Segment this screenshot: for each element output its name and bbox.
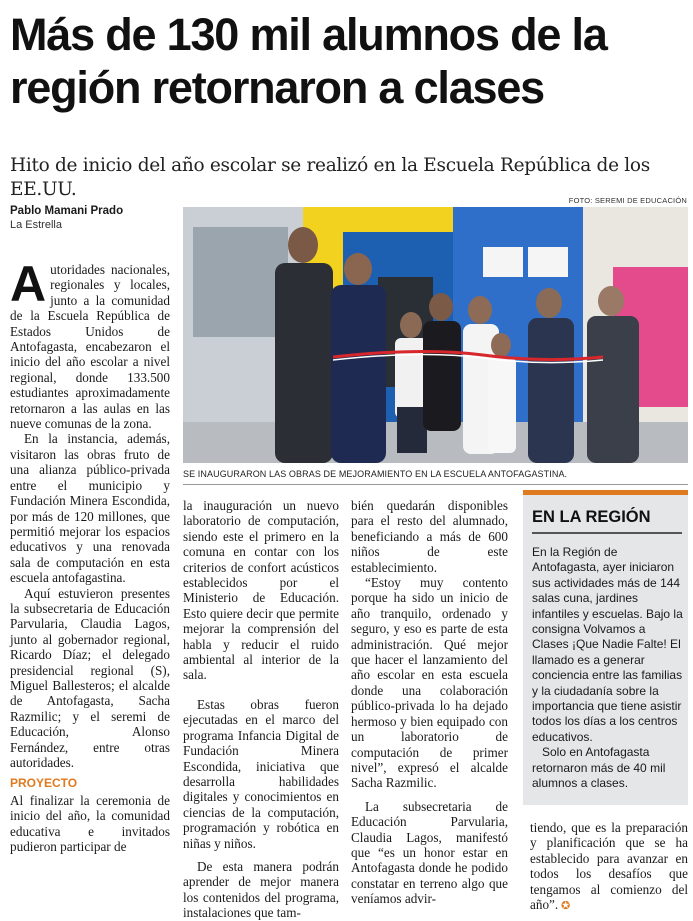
paragraph: la inauguración un nuevo laboratorio de computación, siendo este el primero en la comuna en contar con los criterios de confort acústicos establecidos por el Ministerio de Educación. Esto quiere decir que permite mejorar la comprensión del habla y reducir el ruido ambiental al interior de la sala.: [183, 498, 339, 683]
sidebar-body: [532, 545, 684, 792]
sun-icon: ✪: [558, 900, 571, 913]
paragraph: Al finalizar la ceremonia de inicio del año, la comunidad educativa e invitados pudieron participar de: [10, 792, 170, 855]
sidebar-title: EN LA REGIÓN: [532, 508, 651, 526]
closing-text: tiendo, que es la preparación y planificación que se ha establecido para avanzar en todos los desafíos que tengamos al comienzo del año”.: [530, 820, 688, 913]
subheadline: Hito de inicio del año escolar se realizó en la Escuela República de los EE.UU.: [10, 155, 650, 200]
paragraph: bién quedarán disponibles para el resto del alumnado, beneficiando a más de 600 niños de este establecimiento.: [351, 498, 508, 575]
article-column-4: [530, 820, 688, 914]
drop-cap: A: [10, 256, 47, 312]
publication-name: La Estrella: [10, 219, 62, 231]
sidebar-paragraph: Solo en Antofagasta retornaron más de 40 mil alumnos a clases.: [532, 745, 666, 791]
article-column-2: [183, 498, 339, 921]
paragraph: Aquí estuvieron presentes la subsecretaria de Educación Parvularia, Claudia Lagos, junto al gobernador regional, Ricardo Díaz; el delegado presidencial regional (S), Miguel Ballesteros; el alcalde de Antofagasta, Sacha Razmilic; y el seremi de Educación, Alonso Fernández, entre otras autoridades.: [10, 585, 170, 770]
lead-text: utoridades nacionales, regionales y locales, junto a la comunidad de la Escuela República de Estados Unidos de Antofagasta, encabezaron el inicio del año escolar a nivel regional, donde 133.500 estudiantes aproximadamente retornaron a las aulas en las nueve comunas de la zona.: [10, 262, 170, 432]
article-column-1: [10, 256, 170, 855]
caption-divider: [183, 484, 688, 485]
closing-paragraph: [530, 820, 688, 914]
paragraph: En la instancia, además, visitaron las obras fruto de una alianza público-privada entre el municipio y Fundación Minera Escondida, por más de 120 millones, que permitió mejorar los espacios educativos y una renovada sala de computación en esta escuela antofagastina.: [10, 431, 170, 586]
sidebar-divider: [532, 532, 682, 534]
paragraph: Estas obras fueron ejecutadas en el marco del programa Infancia Digital de Fundación Minera Escondida, iniciativa que desarrolla habilidades digitales y conocimientos en ciencias de la computación, programación y robótica en niñas y niños.: [183, 696, 339, 851]
paragraph: De esta manera podrán aprender de mejor manera los contenidos del programa, instalaciones que tam-: [183, 858, 339, 921]
photo-credit: FOTO: SEREMI DE EDUCACIÓN: [568, 196, 687, 205]
sidebar-paragraph: En la Región de Antofagasta, ayer iniciaron sus actividades más de 144 salas cuna, jardines infantiles y escuelas. Bajo la consigna Volvamos a Clases ¡Que Nadie Falte! El llamado es a generar conciencia entre las familias y la ciudadanía sobre la importancia que tiene asistir todos los días a los centros educativos.: [532, 545, 683, 744]
ceremony-photo: [183, 207, 688, 463]
section-label: PROYECTO: [10, 776, 78, 791]
headline: Más de 130 mil alumnos de la región retornaron a clases: [10, 9, 607, 113]
lead-paragraph: [10, 256, 170, 432]
photo-caption: SE INAUGURARON LAS OBRAS DE MEJORAMIENTO EN LA ESCUELA ANTOFAGASTINA.: [183, 469, 568, 479]
article-column-3: [351, 498, 508, 907]
paragraph: La subsecretaria de Educación Parvularia, Claudia Lagos, manifestó que “es un honor estar en Antofagasta donde he podido constatar en terreno algo que veníamos advir-: [351, 798, 508, 907]
author-name: Pablo Mamani Prado: [10, 205, 124, 217]
quote-paragraph: “Estoy muy contento porque ha sido un inicio de año tranquilo, ordenado y seguro, y eso es parte de esta administración. Qué mejor que hacer el lanzamiento del año escolar en esta escuela donde una colaboración público-privada lo ha dejado hermoso y bien equipado con un laboratorio de computación de primer nivel”, expresó el alcalde Sacha Razmilic.: [351, 575, 508, 791]
